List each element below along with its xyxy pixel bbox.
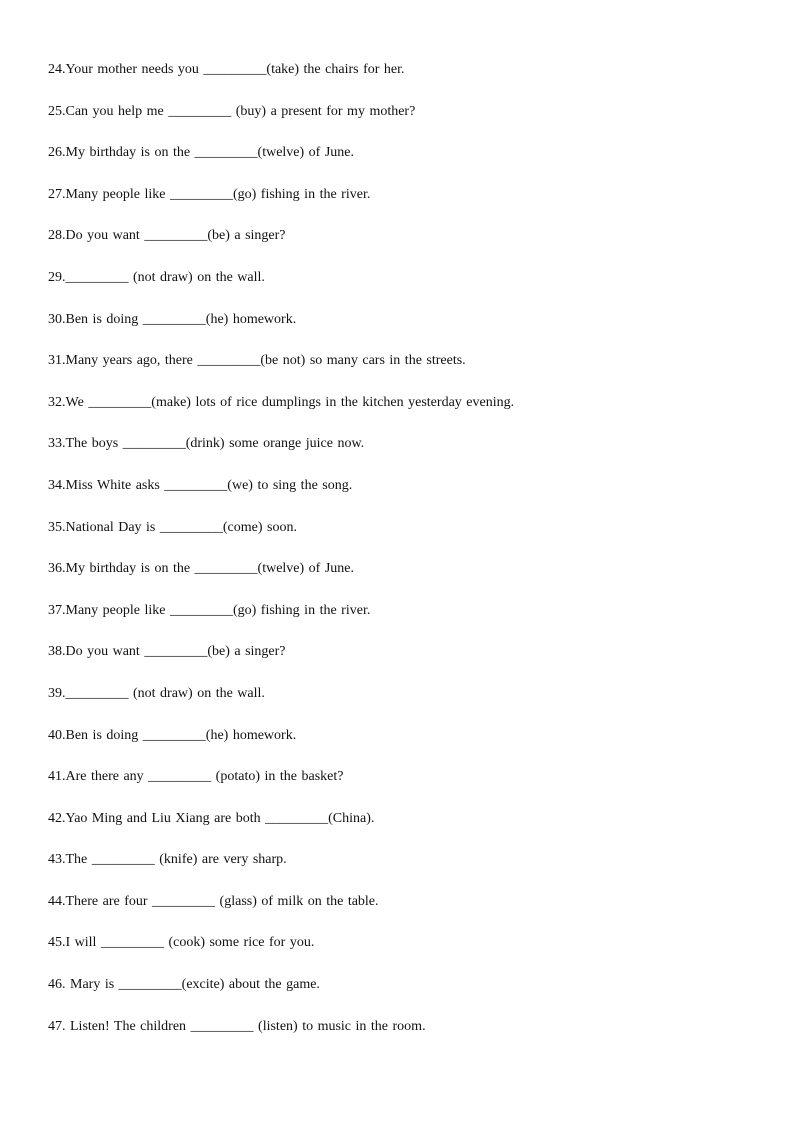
question-33: 33.The boys _________(drink) some orange juice now. bbox=[48, 436, 365, 452]
question-35: 35.National Day is _________(come) soon. bbox=[48, 519, 297, 535]
question-44: 44.There are four _________ (glass) of milk on the table. bbox=[48, 893, 379, 909]
question-40: 40.Ben is doing _________(he) homework. bbox=[48, 727, 297, 743]
question-29: 29._________ (not draw) on the wall. bbox=[48, 269, 265, 285]
question-37: 37.Many people like _________(go) fishing in the river. bbox=[48, 602, 371, 618]
question-38: 38.Do you want _________(be) a singer? bbox=[48, 644, 286, 660]
question-36: 36.My birthday is on the _________(twelve) of June. bbox=[48, 561, 355, 577]
question-45: 45.I will _________ (cook) some rice for you. bbox=[48, 935, 315, 951]
question-34: 34.Miss White asks _________(we) to sing the song. bbox=[48, 477, 353, 493]
question-25: 25.Can you help me _________ (buy) a present for my mother? bbox=[48, 103, 416, 119]
question-list bbox=[48, 60, 768, 1058]
question-31: 31.Many years ago, there _________(be not) so many cars in the streets. bbox=[48, 353, 466, 369]
question-32: 32.We _________(make) lots of rice dumplings in the kitchen yesterday evening. bbox=[48, 394, 515, 410]
question-46: 46. Mary is _________(excite) about the game. bbox=[48, 977, 320, 993]
question-27: 27.Many people like _________(go) fishing in the river. bbox=[48, 186, 371, 202]
question-47: 47. Listen! The children _________ (listen) to music in the room. bbox=[48, 1018, 426, 1034]
question-41: 41.Are there any _________ (potato) in the basket? bbox=[48, 769, 344, 785]
question-42: 42.Yao Ming and Liu Xiang are both _________(China). bbox=[48, 810, 375, 826]
question-30: 30.Ben is doing _________(he) homework. bbox=[48, 311, 297, 327]
question-39: 39._________ (not draw) on the wall. bbox=[48, 685, 265, 701]
question-24: 24.Your mother needs you _________(take) the chairs for her. bbox=[48, 62, 405, 77]
question-26: 26.My birthday is on the _________(twelve) of June. bbox=[48, 145, 355, 161]
question-28: 28.Do you want _________(be) a singer? bbox=[48, 228, 286, 244]
question-43: 43.The _________ (knife) are very sharp. bbox=[48, 852, 287, 868]
